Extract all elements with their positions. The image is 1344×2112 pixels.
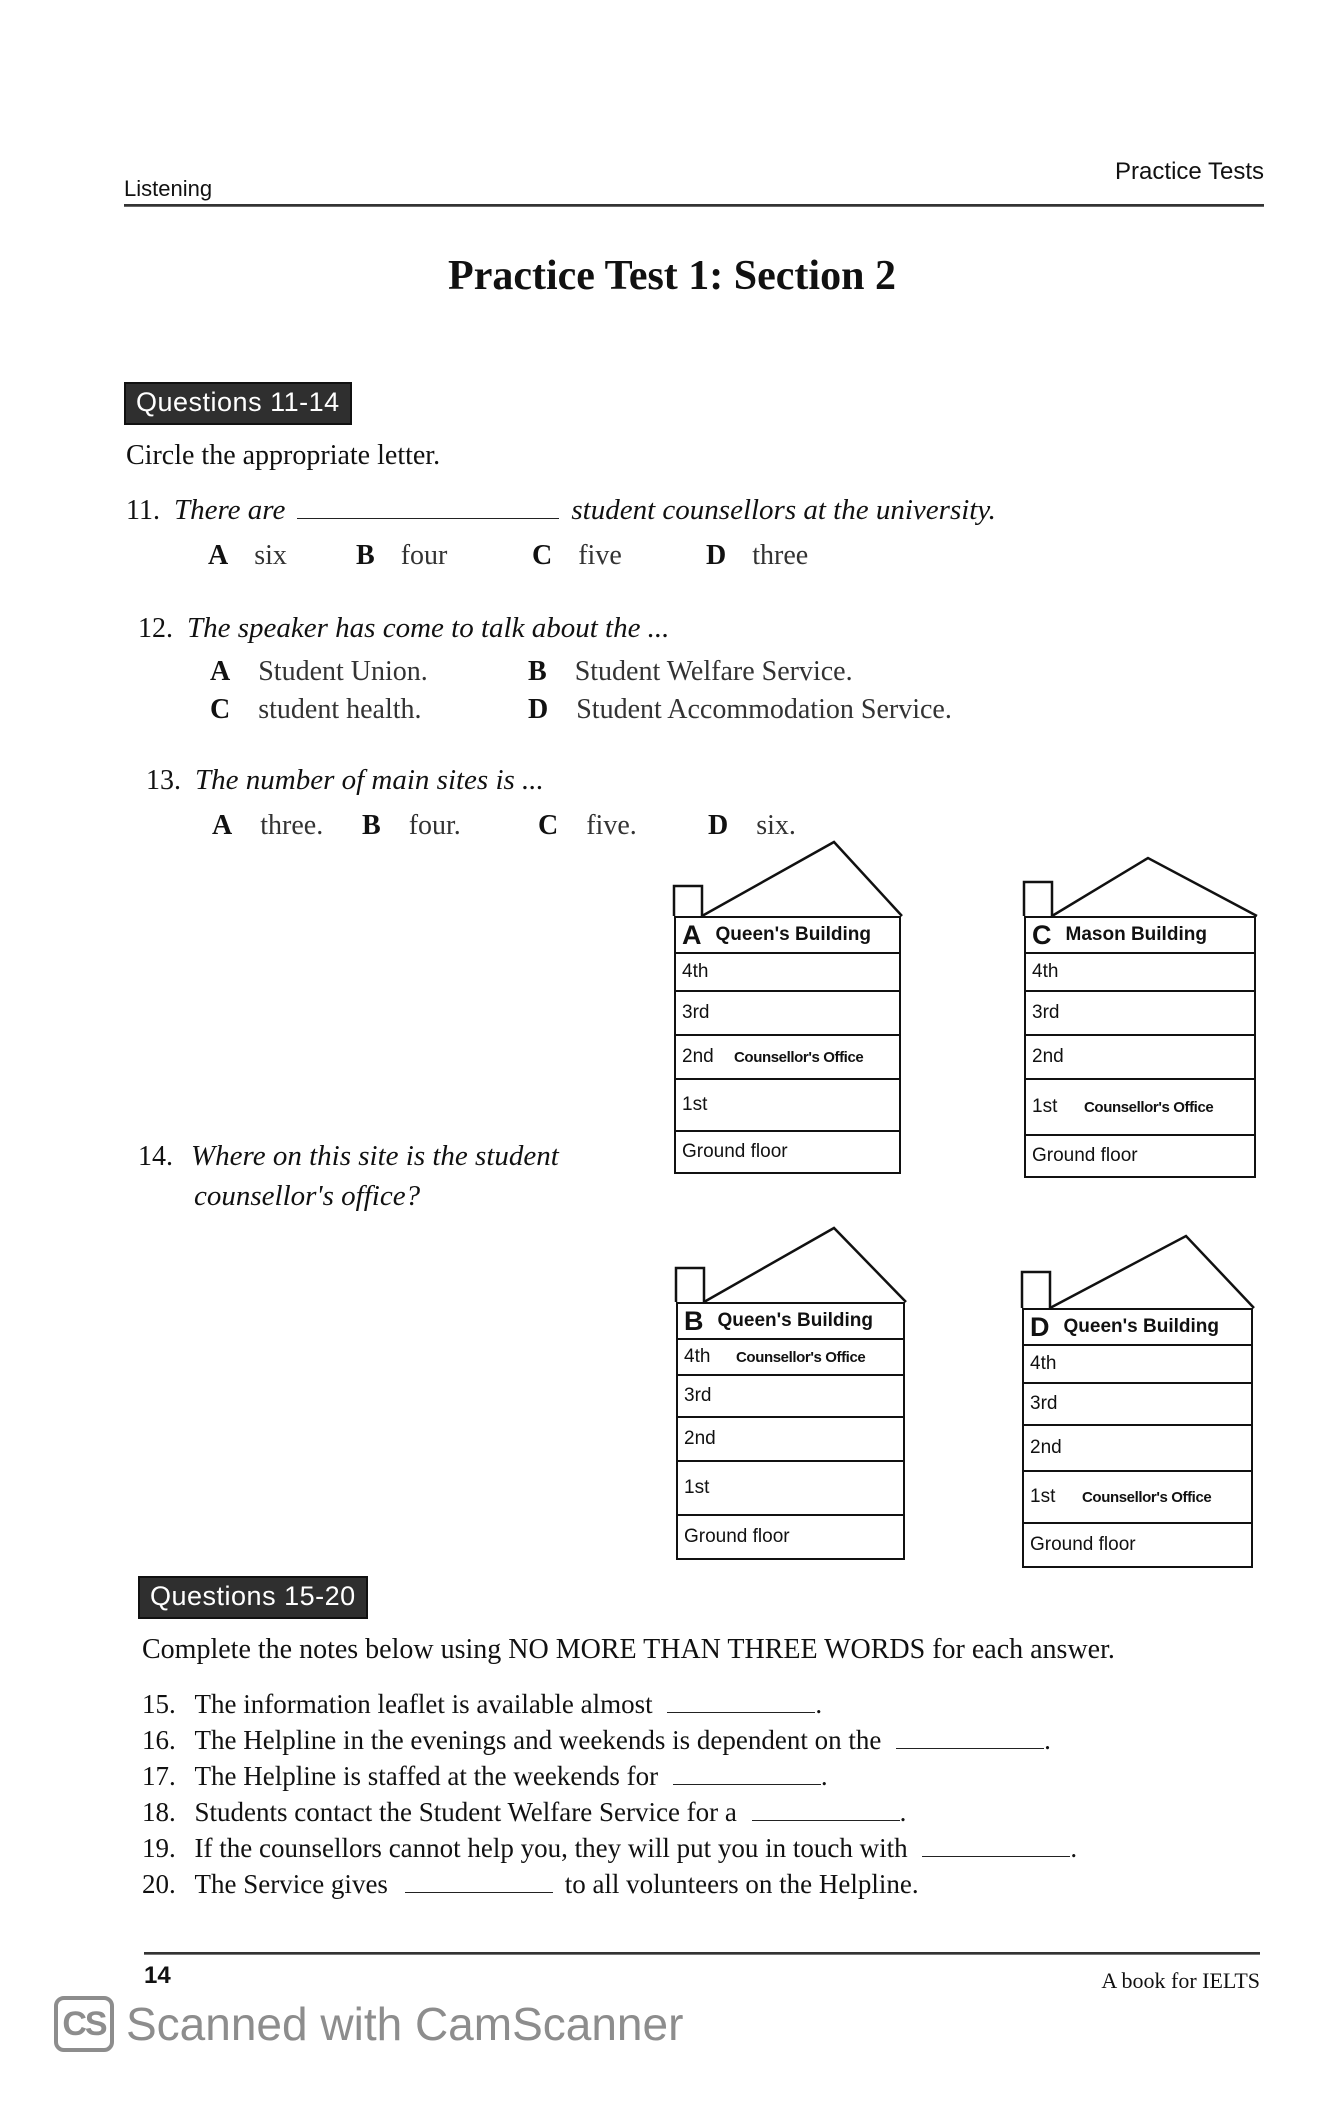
building-option-d[interactable] [1022,1234,1254,1570]
note-text-before: Students contact the Student Welfare Service for a [194,1797,737,1827]
building-header [678,1304,903,1338]
note-item-15 [142,1686,822,1720]
option-letter: B [528,656,547,687]
instruction-15-20: Complete the notes below using NO MORE THAN THREE WORDS for each answer. [142,1634,1115,1665]
option-letter: C [210,694,231,725]
option-text: student health. [258,694,422,725]
note-number: 18. [142,1797,176,1827]
option-letter: B [356,540,375,571]
building-letter: C [1032,919,1052,950]
q12-option-c[interactable] [210,694,422,726]
camscanner-text: Scanned with CamScanner [126,1998,684,2050]
question-number: 12. [138,613,173,644]
option-letter: D [528,694,549,725]
building-option-c[interactable] [1024,856,1257,1180]
note-text-after: . [815,1689,823,1719]
option-letter: B [362,810,381,841]
building-floors [674,916,901,1174]
floor-1st: 1st [678,1460,903,1514]
building-name: Queen's Building [717,1310,873,1331]
option-text: four [400,540,448,571]
q11-option-b[interactable] [356,540,447,572]
floor-ground: Ground floor [1024,1522,1251,1566]
note-number: 16. [142,1725,176,1755]
instruction-11-14: Circle the appropriate letter. [126,440,441,471]
building-header [1024,1310,1251,1344]
q11-option-a[interactable] [208,540,287,572]
building-header [1026,918,1254,952]
floor-2nd: 2nd [1026,1034,1254,1078]
note-item-16 [142,1722,1051,1756]
answer-blank[interactable] [896,1722,1044,1749]
q12-option-d[interactable] [528,694,952,726]
note-item-17 [142,1758,828,1792]
counsellors-office-label: Counsellor's Office [1082,1488,1212,1506]
note-text-after: . [1044,1725,1051,1755]
q12-option-a[interactable] [210,656,428,688]
note-number: 17. [142,1761,176,1791]
floor-3rd: 3rd [1026,990,1254,1034]
option-letter: A [212,810,233,841]
q13-option-b[interactable] [362,810,461,842]
floor-3rd: 3rd [676,990,899,1034]
building-option-a[interactable] [674,840,902,1176]
counsellors-office-label: Counsellor's Office [1084,1098,1214,1116]
option-letter: A [210,656,231,687]
building-roof [674,840,902,916]
floor-3rd: 3rd [1024,1382,1251,1424]
floor-2nd: 2nd [678,1416,903,1460]
floor-2nd: 2nd [1024,1424,1251,1470]
option-text: six [254,540,287,571]
option-letter: C [538,810,559,841]
floor-4th: 4th [1026,952,1254,990]
q13-option-d[interactable] [708,810,796,842]
question-text-line-2: counsellor's office? [194,1180,421,1212]
option-text: Student Union. [258,656,428,687]
option-text: five [578,540,622,571]
note-text-before: The Service gives [194,1869,388,1899]
note-text-before: The Helpline in the evenings and weekends is dependent on the [194,1725,882,1755]
header-rule [124,204,1264,207]
q12-option-b[interactable] [528,656,853,688]
building-option-b[interactable] [676,1226,906,1564]
building-floors [1022,1308,1253,1568]
answer-blank[interactable] [673,1758,821,1785]
building-letter: D [1030,1311,1050,1342]
question-text: The speaker has come to talk about the ... [187,612,670,644]
q11-option-d[interactable] [706,540,808,572]
option-text: four. [408,810,461,841]
building-floors [1024,916,1256,1178]
question-text-after: student counsellors at the university. [571,494,996,526]
floor-ground: Ground floor [676,1130,899,1172]
option-letter: C [532,540,553,571]
option-text: Student Accommodation Service. [576,694,952,725]
floor-ground: Ground floor [678,1514,903,1558]
building-name: Queen's Building [715,924,871,945]
building-letter: B [684,1305,704,1336]
question-number: 13. [146,765,181,796]
questions-15-20-banner: Questions 15-20 [138,1576,368,1619]
q13-option-c[interactable] [538,810,637,842]
option-letter: A [208,540,229,571]
header-section-label: Listening [124,176,213,201]
answer-blank[interactable] [405,1866,553,1893]
option-text: three. [260,810,324,841]
floor-1st: 1st Counsellor's Office [1026,1078,1254,1134]
option-letter: D [706,540,727,571]
counsellors-office-label: Counsellor's Office [736,1348,866,1366]
question-text-line-1: Where on this site is the student [191,1140,559,1172]
answer-blank[interactable] [297,492,559,519]
counsellors-office-label: Counsellor's Office [734,1048,864,1066]
question-13 [146,764,544,797]
building-letter: A [682,919,702,950]
question-text-before: There are [173,494,286,526]
camscanner-watermark [54,1996,683,2052]
note-text-after: . [820,1761,828,1791]
note-text-before: The Helpline is staffed at the weekends for [194,1761,659,1791]
q13-option-a[interactable] [212,810,323,842]
building-floors [676,1302,905,1560]
header-book-label: Practice Tests [1115,158,1264,185]
note-number: 19. [142,1833,176,1863]
note-number: 20. [142,1869,176,1899]
note-item-20 [142,1866,919,1900]
option-text: five. [586,810,637,841]
question-11 [126,492,996,527]
note-item-19 [142,1830,1077,1864]
question-number: 14. [138,1141,173,1172]
question-12 [138,612,669,645]
answer-blank[interactable] [667,1686,815,1713]
note-text-before: The information leaflet is available almost [194,1689,653,1719]
page-number: 14 [144,1962,171,1989]
floor-4th: 4th [676,952,899,990]
floor-ground: Ground floor [1026,1134,1254,1176]
footer-book-title: A book for IELTS [1101,1968,1260,1993]
floor-4th: 4th [1024,1344,1251,1382]
note-item-18 [142,1794,906,1828]
camscanner-logo-icon: CS [54,1996,114,2052]
note-text-after: . [899,1797,907,1827]
page-title: Practice Test 1: Section 2 [448,253,896,299]
question-14 [138,1140,559,1173]
note-number: 15. [142,1689,176,1719]
building-roof [1022,1234,1254,1308]
option-text: Student Welfare Service. [574,656,853,687]
answer-blank[interactable] [752,1794,900,1821]
note-text-before: If the counsellors cannot help you, they will put you in touch with [194,1833,908,1863]
building-roof [676,1226,906,1302]
question-number: 11. [126,495,160,526]
building-roof [1024,856,1257,916]
note-text-after: . [1070,1833,1078,1863]
question-text: The number of main sites is ... [195,764,544,796]
building-name: Queen's Building [1063,1316,1219,1337]
option-text: three [752,540,809,571]
floor-2nd: 2nd Counsellor's Office [676,1034,899,1078]
option-letter: D [708,810,729,841]
footer-rule [144,1952,1260,1955]
questions-11-14-banner: Questions 11-14 [124,382,352,425]
floor-4th: 4th Counsellor's Office [678,1338,903,1374]
option-text: six. [756,810,796,841]
building-name: Mason Building [1065,924,1207,945]
q11-option-c[interactable] [532,540,622,572]
building-header [676,918,899,952]
answer-blank[interactable] [922,1830,1070,1857]
floor-1st: 1st Counsellor's Office [1024,1470,1251,1522]
floor-1st: 1st [676,1078,899,1130]
floor-3rd: 3rd [678,1374,903,1416]
note-text-after: to all volunteers on the Helpline. [564,1869,919,1899]
